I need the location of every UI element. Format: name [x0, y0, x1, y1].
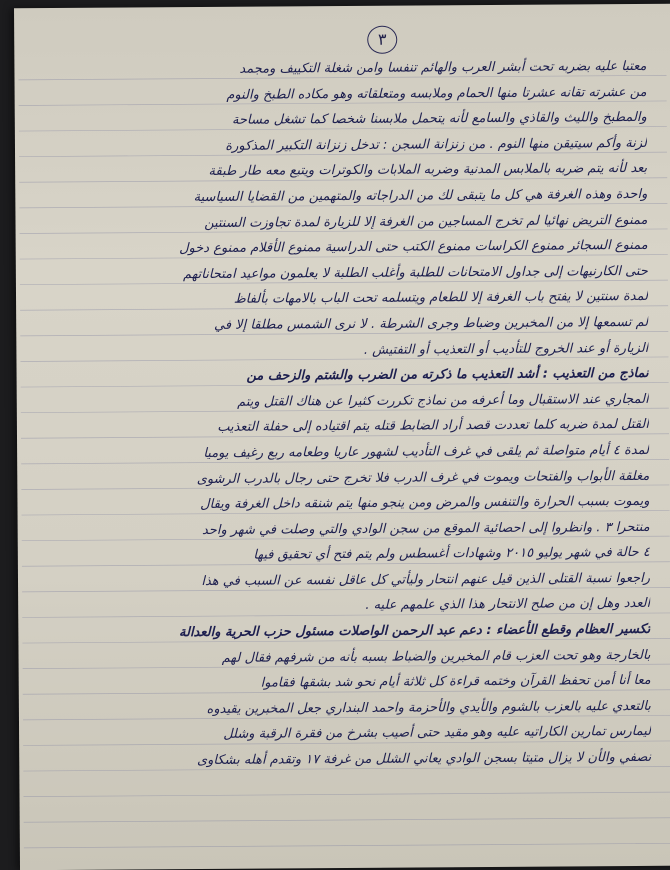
- text-line: معتبا عليه بضربه تحت أبشر العرب والهائم تنفسا وامن شغلة التكييف ومجمد: [239, 58, 647, 77]
- document-page: [14, 4, 670, 870]
- text-line: ممنوع السجائر ممنوع الكراسات ممنوع الكتب حتى الدراسية ممنوع الأقلام ممنوع دخول: [179, 238, 648, 257]
- text-line: ليمارس تمارين الكاراتيه عليه وهو مقيد حتى أصيب بشرخ من فقرة الرقبة وشلل: [223, 724, 652, 743]
- text-line: بالتعدي عليه بالعزب بالشوم والأيدي والأحزمة واحمد البنداري جعل المخبرين يقيدوه: [206, 698, 651, 717]
- text-line: راجعوا نسبة القتلى الذين قيل عنهم انتحار وليأتي كل عاقل نفسه عن السبب في هذا: [201, 570, 651, 589]
- text-line: بالخارجة وهو تحت العزب قام المخبرين والضباط بسبه بأنه من شرفهم فقال لهم: [221, 647, 651, 666]
- text-line: معا أنا أمن تحفظ القرآن وختمه قراءة كل ثلاثة أيام نحو شد بشقها فقاموا: [260, 673, 651, 691]
- section-heading-torture: نماذج من التعذيب : أشد التعذيب ما ذكرته من الضرب والشتم والزحف من: [246, 366, 649, 384]
- text-line: القتل لمدة ضربه كلما تعددت قصد أراد الضابط قتله يتم اقتياده إلى حفلة التعذيب: [217, 417, 649, 436]
- text-line: المجاري عند الاستقبال وما أعرفه من نماذج تكررت كثيرا عن هناك القتل ويتم: [237, 391, 649, 410]
- ruled-line: [24, 818, 670, 823]
- ruled-line: [24, 843, 670, 848]
- text-line: لمدة سنتين لا يفتح باب الغرفة إلا للطعام ويتسلمه تحت الباب بالامهات بألفاظ: [233, 289, 649, 308]
- text-line: مغلقة الأبواب والفتحات ويموت في غرف الدرب فلا تخرج حتى رجال بالدرب الرشوى: [196, 468, 650, 487]
- text-line: لمدة ٤ أيام متواصلة ثم يلقى في غرف التأديب لشهور عاريا وطعامه ربع رغيف يوميا: [203, 442, 650, 461]
- text-line: ويموت بسبب الحرارة والتنفس والمرض ومن ينجو منها يتم شنقه داخل الغرفة ويقال: [200, 493, 650, 513]
- text-line: نصفي والأن لا يزال متيتا بسجن الوادي يعاني الشلل من غرفة ١٧ وتقدم أهله بشكاوى: [196, 749, 652, 769]
- text-line: الزيارة أو عند الخروج للتأديب أو التعذيب أو التفتيش .: [363, 340, 649, 358]
- text-line: ٤ حالة في شهر يوليو ٢٠١٥ وشهادات أغسطس ولم يتم فتح أي تحقيق فيها: [253, 545, 650, 563]
- text-line: واحدة وهذه الغرفة هي كل ما يتبقى لك من الدراجاته والمتهمين من القضايا السياسية: [193, 186, 648, 206]
- text-line: والمطبخ والليث والقاذي والسامع لأنه يتحمل ملابسنا شخصا كما تشغل مساحة: [231, 110, 647, 128]
- text-line: العدد وهل إن من صلح الانتحار هذا الذي علمهم عليه .: [365, 596, 651, 614]
- ruled-line: [24, 792, 670, 797]
- text-line: من عشرته تقانه عشرتا منها الحمام وملابسه ومتعلقاته وهو مكاده الطبخ والنوم: [226, 84, 647, 103]
- handwritten-text: [20, 54, 651, 775]
- text-line: لزنة وأكم سيتيقن منها النوم . من زنزانة السجن : تدخل زنزانة التكبير المذكورة: [225, 135, 648, 154]
- text-line: لم تسمعها إلا من المخبرين وضباط وجرى الشرطة . لا نرى الشمس مطلقا إلا في: [213, 314, 649, 333]
- text-line: حتى الكارنيهات إلى جداول الامتحانات للطلبة وأغلب الطلبة لا يعلمون مواعيد امتحاناتهم: [182, 263, 648, 282]
- text-line: منتحرا ٣ . وانظروا إلى احصائية الموقع من سجن الوادي والتي وصلت في شهر واحد: [201, 519, 650, 538]
- text-line: ممنوع التريض نهائيا لم تخرج المساجين من الغرفة إلا للزيارة لمدة تجاوزت السنتين: [204, 212, 648, 231]
- section-heading-bone-breaking: تكسير العظام وقطع الأعضاء : دعم عبد الرحمن الواصلات مسئول حزب الحرية والعدالة: [178, 621, 651, 641]
- text-line: بعد لأنه يتم ضربه بالملابس المدنية وضربه الملابات والكوترات ويتبع معه طار طبقة: [208, 161, 648, 180]
- page-number: ٣: [367, 26, 397, 54]
